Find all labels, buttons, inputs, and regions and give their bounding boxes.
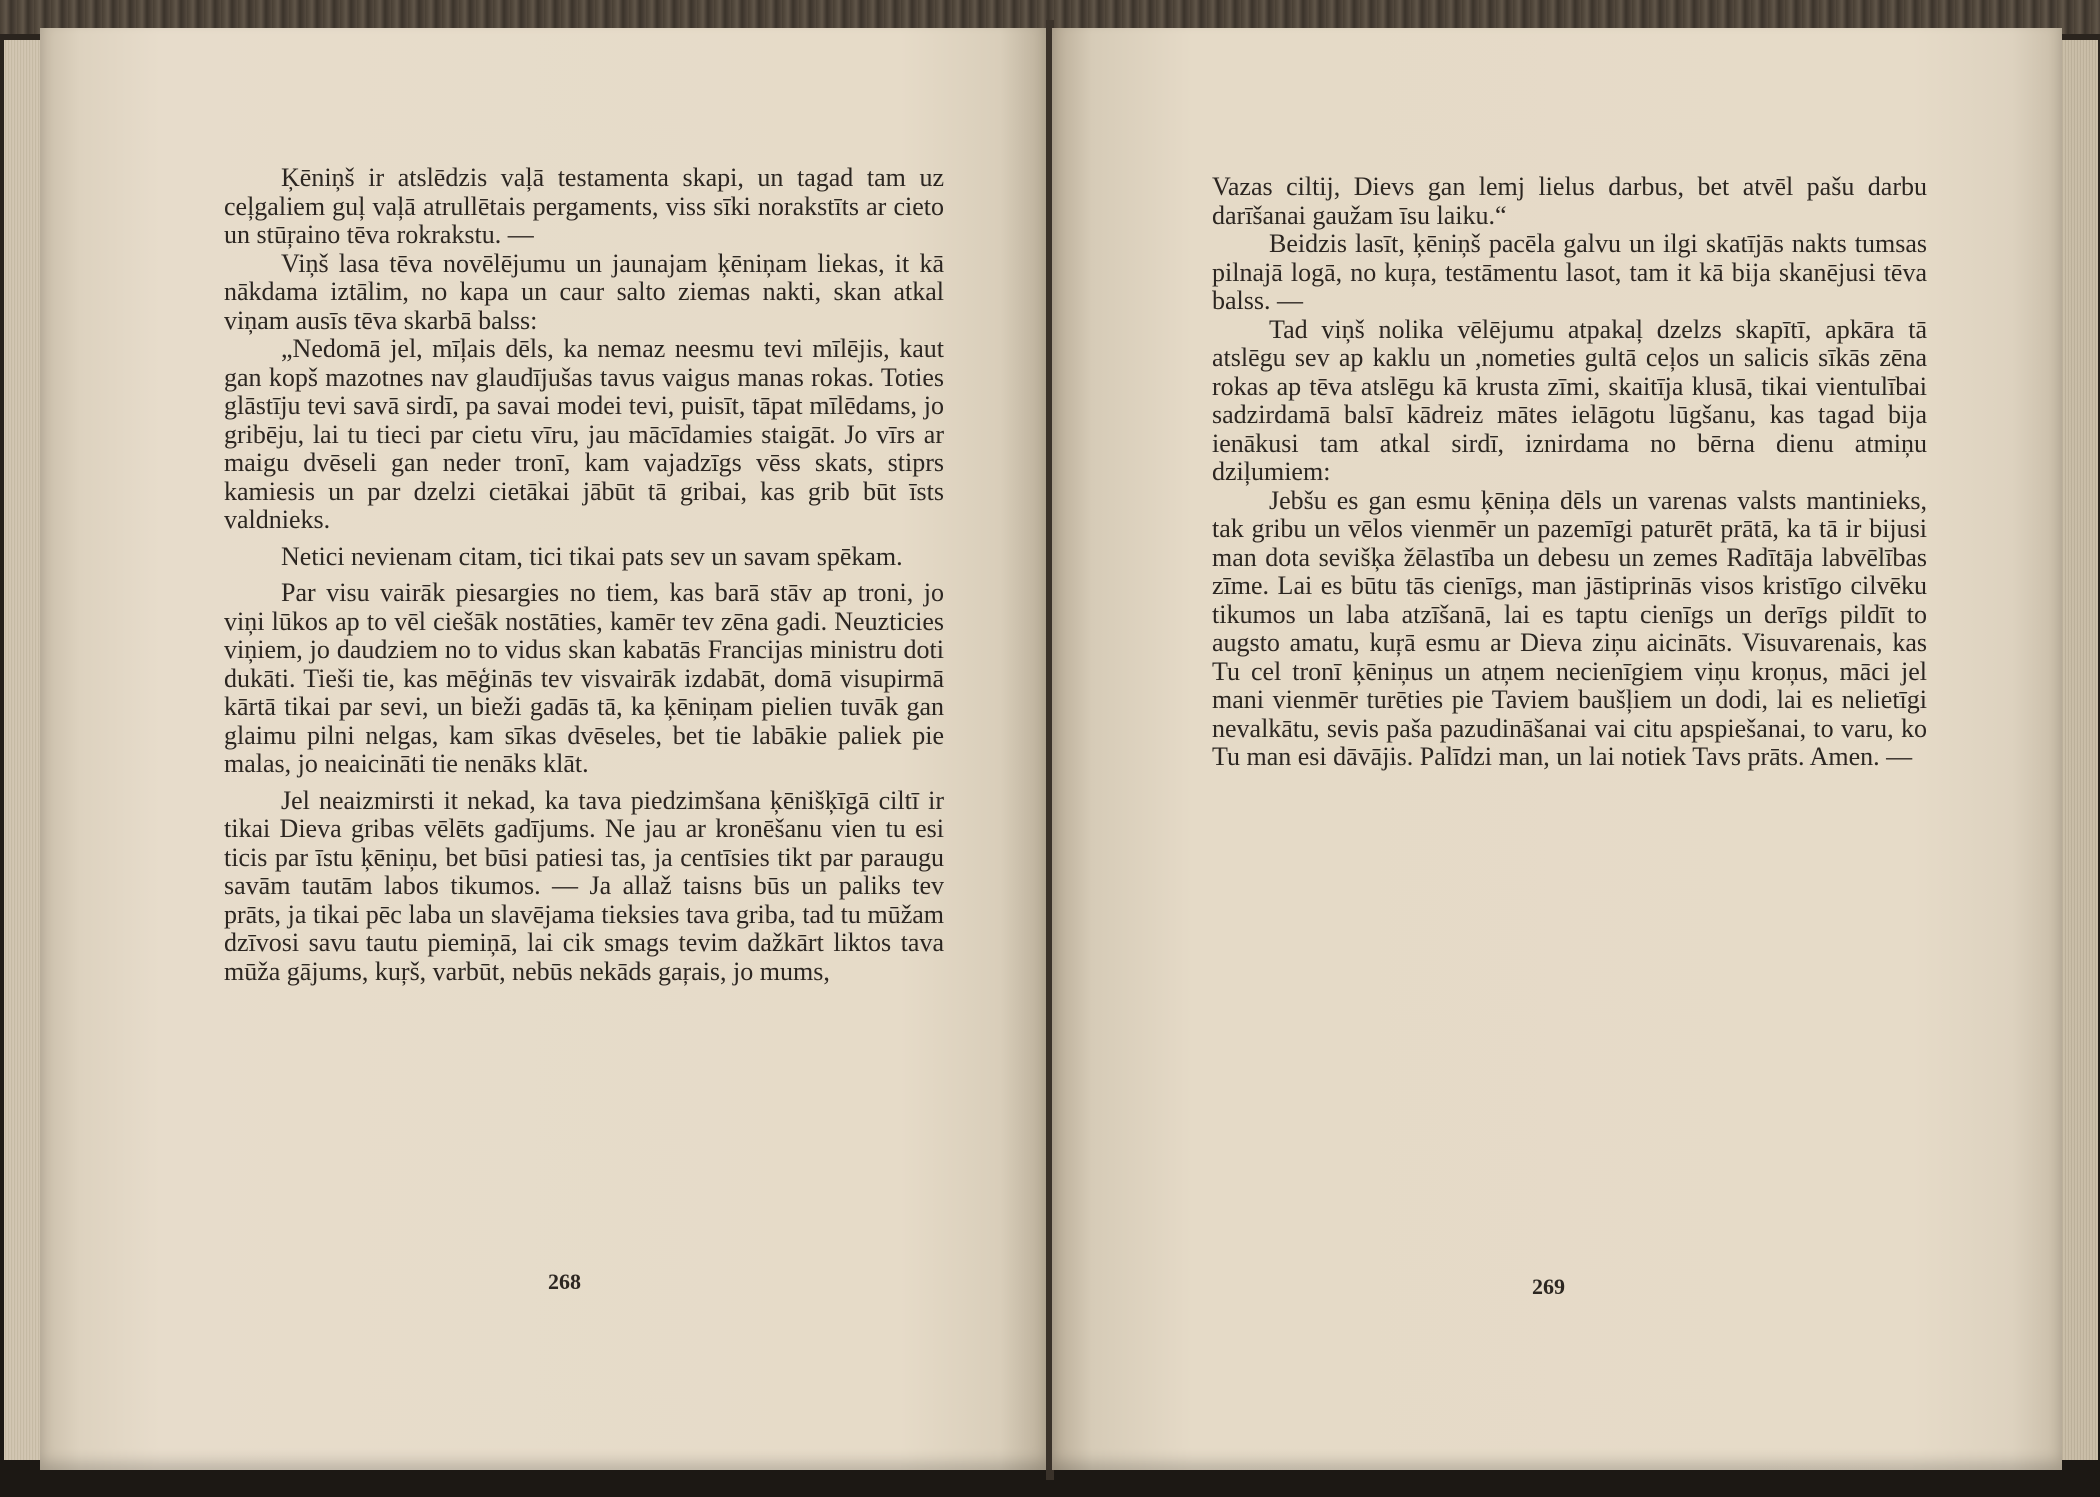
paragraph: Ķēniņš ir atslēdzis vaļā testamenta skapi, un tagad tam uz ceļgaliem guļ vaļā atrullētais pergaments, viss sīki norakstīts ar cieto un stūŗaino tēva rokrakstu. — [224,163,944,249]
page-edges-left [4,40,44,1460]
paragraph: „Nedomā jel, mīļais dēls, ka nemaz neesmu tevi mīlējis, kaut gan kopš mazotnes nav glaudījušas tavus vaigus manas rokas. Toties glāstīju tevi savā sirdī, pa savai modei tevi, puisīt, tāpat mīlēdams, jo gribēju, lai tu tieci par cietu vīru, jau mācīdamies staigāt. Jo vīrs ar maigu dvēseli gan neder tronī, kam vajadzīgs vēss skats, stiprs kamiesis un par dzelzi cietākai jābūt tā gribai, kas grib būt īsts valdnieks. [224,334,944,534]
left-page-text [224,164,944,986]
paragraph: Vazas ciltij, Dievs gan lemj lielus darbus, bet atvēl pašu darbu darīšanai gaužam īsu laiku.“ [1212,172,1927,230]
paragraph: Beidzis lasīt, ķēniņš pacēla galvu un ilgi skatījās nakts tumsas pilnajā logā, no kuŗa, testāmentu lasot, tam it kā bija skanējusi tēva balss. — [1212,229,1927,315]
right-page [1052,28,2062,1470]
page-number: 269 [1532,1274,1565,1299]
page-edges-right [2058,40,2098,1460]
page-number: 268 [548,1269,581,1294]
right-page-text [1212,173,1927,772]
left-page [40,28,1048,1470]
paragraph: Tad viņš nolika vēlējumu atpakaļ dzelzs skapītī, apkāra tā atslēgu sev ap kaklu un ,nometies gultā ceļos un salicis sīkās zēna rokas ap tēva atslēgu kā krusta zīmi, skaitīja klusā, tikai vientulībai sadzirdamā balsī kādreiz mātes ielāgotu lūgšanu, kas tagad bija ienākusi tam atkal sirdī, iznirdama no bērna dienu atmiņu dziļumiem: [1212,314,1927,486]
paragraph: Viņš lasa tēva novēlējumu un jaunajam ķēniņam liekas, it kā nākdama iztālim, no kapa un caur salto ziemas nakti, skan atkal viņam ausīs tēva skarbā balss: [224,248,944,335]
paragraph: Par visu vairāk piesargies no tiem, kas barā stāv ap troni, jo viņi lūkos ap to vēl ciešāk nostāties, kamēr tev zēna gadi. Neuzticies viņiem, jo daudziem no to vidus skan kabatās Francijas ministru doti dukāti. Tieši tie, kas mēģinās tev visvairāk izdabāt, domā visupirmā kārtā tikai par sevi, un bieži gadās tā, ka ķēniņam pielien tuvāk gan glaimu pilni nelgas, kam sīkas dvēseles, bet tie labākie paliek pie malas, jo neaicināti tie nenāks klāt. [224,578,944,778]
paragraph: Jel neaizmirsti it nekad, ka tava piedzimšana ķēnišķīgā ciltī ir tikai Dieva gribas vēlēts gadījums. Ne jau ar kronēšanu vien tu esi ticis par īstu ķēniņu, bet būsi patiesi tas, ja centīsies tikt par paraugu savām tautām labos tikumos. — Ja allaž taisns būs un paliks tev prāts, ja tikai pēc laba un slavējama tieksies tava griba, tad tu mūžam dzīvosi savu tautu piemiņā, lai cik smags tevim dažkārt liktos tavа mūža gājums, kuŗš, varbūt, nebūs nekāds gaŗais, jo mums, [224,785,944,986]
paragraph: Jebšu es gan esmu ķēniņa dēls un varenas valsts mantinieks, tak gribu un vēlos vienmēr un pazemīgi paturēt prātā, ka tā ir bijusi man dota sevišķa žēlastība un debesu un zemes Radītāja labvēlības zīme. Lai es būtu tās cienīgs, man jāstiprinās visos kristīgo cilvēku tikumos un laba atzīšanā, lai es taptu cienīgs un derīgs pildīt to augsto amatu, kuŗā esmu ar Dieva ziņu aicināts. Visuvarenais, kas Tu cel tronī ķēniņus un atņem necienīgiem viņu kroņus, māci jel mani vienmēr turēties pie Taviem baušļiem un dodi, lai es nelietīgi nevalkātu, sevis paša pazudināšanai vai citu apspiešanai, to varu, ko Tu man esi dāvājis. Palīdzi man, un lai notiek Tavs prāts. Amen. — [1212,485,1927,771]
paragraph: Netici nevienam citam, tici tikai pats sev un savam spēkam. [281,541,903,571]
